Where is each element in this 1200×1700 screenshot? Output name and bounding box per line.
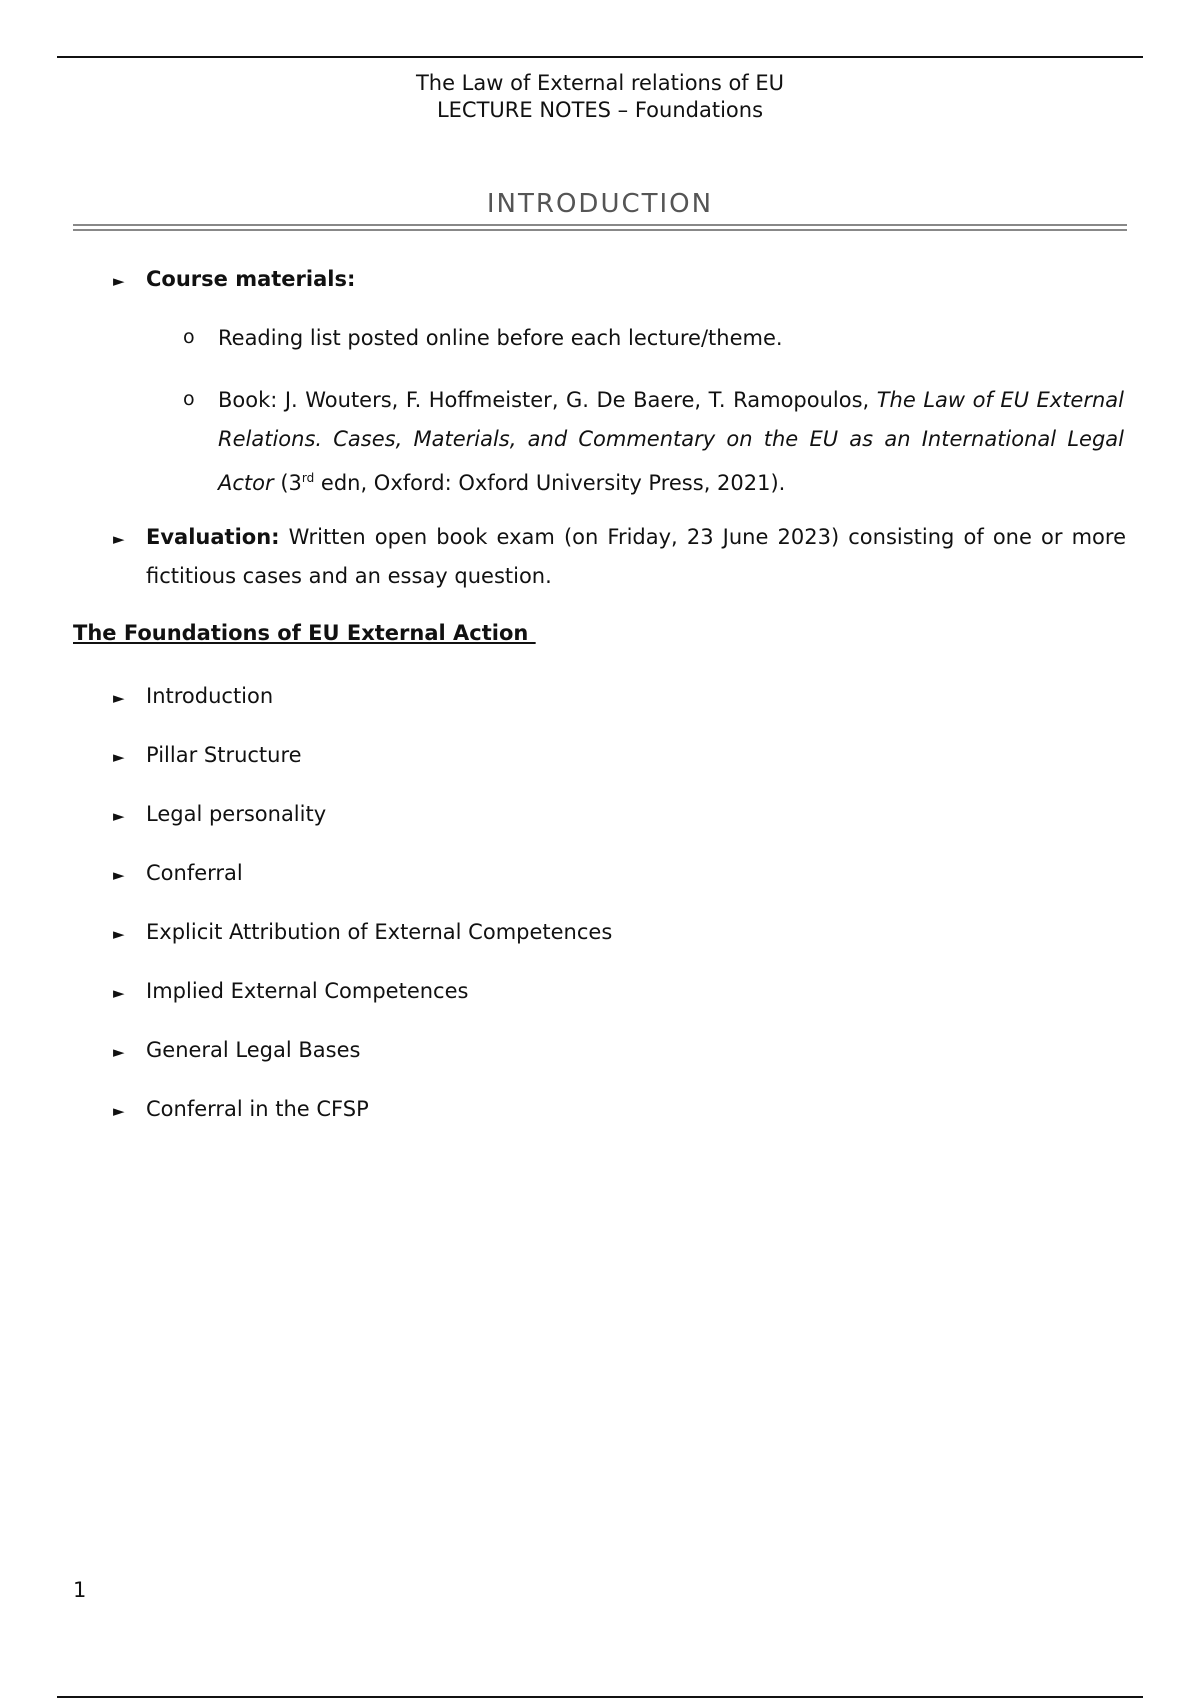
bullet-arrow-icon: ► bbox=[113, 272, 125, 290]
bullet-arrow-icon: ► bbox=[113, 1043, 125, 1061]
book-authors: Book: J. Wouters, F. Hoffmeister, G. De Baere, T. Ramopoulos, bbox=[218, 388, 877, 412]
bullet-arrow-icon: ► bbox=[113, 866, 125, 884]
book-title: The Law of EU External Relations. Cases, Materials, and Commentary on the EU as an International Legal Actor bbox=[218, 388, 1124, 495]
list-item: Legal personality bbox=[146, 802, 327, 826]
list-item: Pillar Structure bbox=[146, 743, 302, 767]
list-item: General Legal Bases bbox=[146, 1038, 361, 1062]
bullet-arrow-icon: ► bbox=[113, 1102, 125, 1120]
intro-double-rule bbox=[73, 224, 1127, 231]
bullet-arrow-icon: ► bbox=[113, 689, 125, 707]
intro-heading: INTRODUCTION bbox=[486, 189, 714, 219]
bullet-arrow-icon: ► bbox=[113, 925, 125, 943]
sub-bullet-icon: o bbox=[183, 326, 195, 348]
bullet-arrow-icon: ► bbox=[113, 748, 125, 766]
list-item: Explicit Attribution of External Competences bbox=[146, 920, 613, 944]
evaluation-paragraph bbox=[146, 518, 1126, 596]
sub-bullet-icon: o bbox=[183, 388, 195, 410]
bullet-arrow-icon: ► bbox=[113, 807, 125, 825]
header-top-rule bbox=[57, 56, 1143, 58]
bullet-arrow-icon: ► bbox=[113, 530, 125, 548]
evaluation-text: Written open book exam (on Friday, 23 June 2023) consisting of one or more fictitious cases and an essay question. bbox=[146, 525, 1126, 588]
header-title: The Law of External relations of EU bbox=[415, 71, 785, 95]
book-reference bbox=[218, 381, 1124, 503]
course-materials-label: Course materials: bbox=[146, 267, 356, 291]
page-header bbox=[0, 70, 1200, 124]
book-edition-suffix: rd bbox=[301, 471, 315, 485]
bullet-arrow-icon: ► bbox=[113, 984, 125, 1002]
book-edition-number: (3 bbox=[273, 471, 302, 495]
list-item: Conferral in the CFSP bbox=[146, 1097, 369, 1121]
evaluation-label: Evaluation: bbox=[146, 525, 280, 549]
footer-bottom-rule bbox=[57, 1696, 1143, 1698]
list-item: Introduction bbox=[146, 684, 274, 708]
page-number: 1 bbox=[73, 1578, 87, 1602]
header-subtitle: LECTURE NOTES – Foundations bbox=[436, 98, 764, 122]
list-item: Implied External Competences bbox=[146, 979, 469, 1003]
book-publisher: edn, Oxford: Oxford University Press, 2021). bbox=[314, 471, 786, 495]
list-item: Conferral bbox=[146, 861, 243, 885]
foundations-section-title: The Foundations of EU External Action bbox=[73, 621, 536, 645]
reading-list-text: Reading list posted online before each lecture/theme. bbox=[218, 326, 783, 350]
